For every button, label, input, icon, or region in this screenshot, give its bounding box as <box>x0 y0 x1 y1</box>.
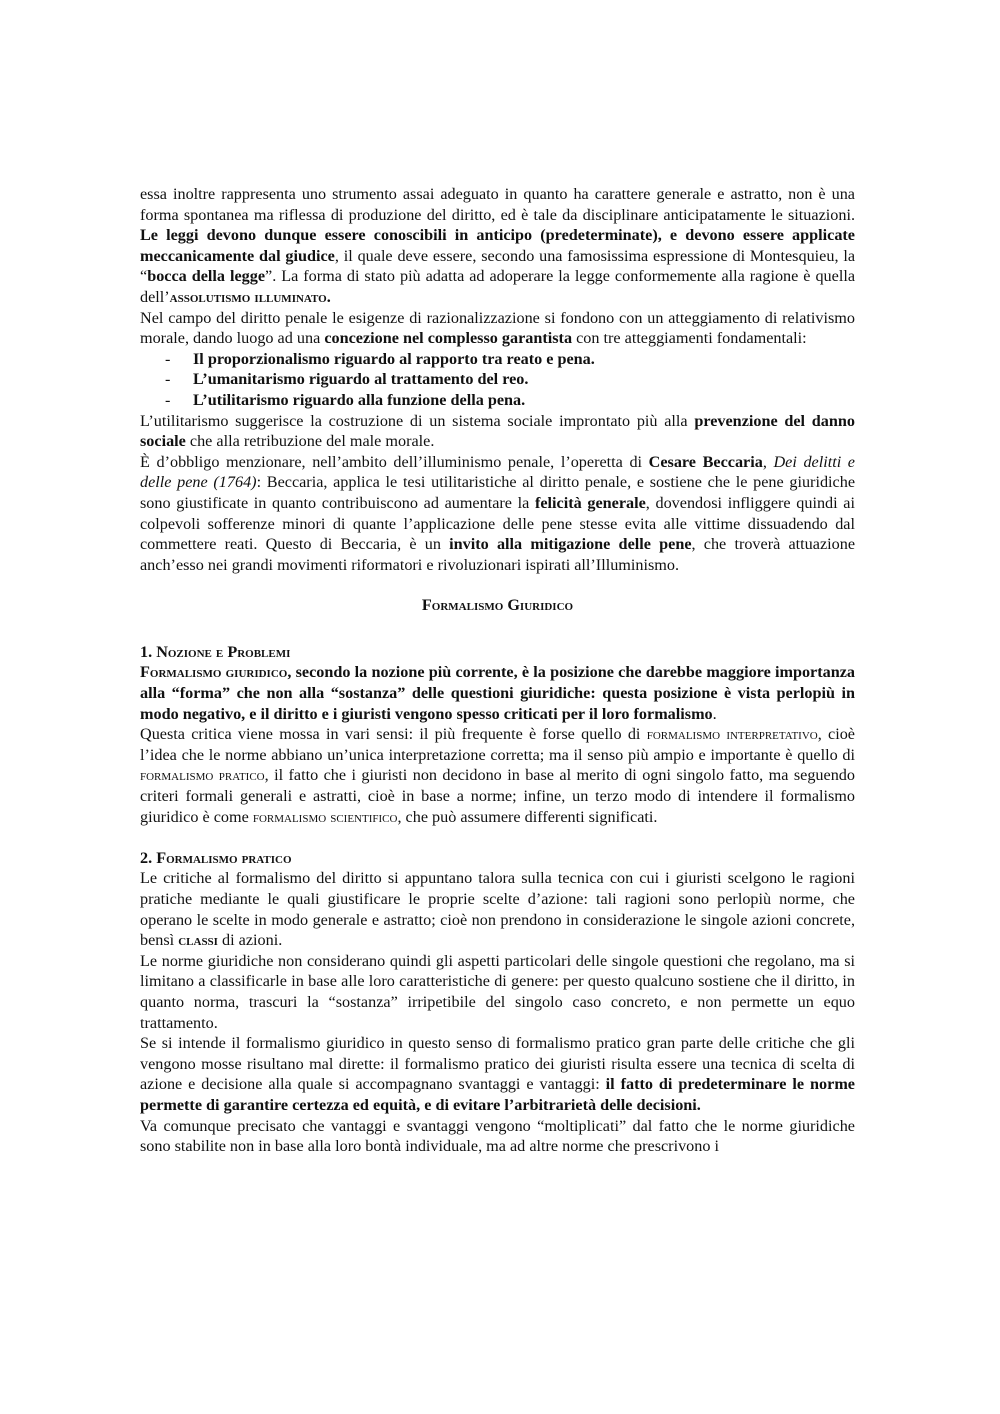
text-run: di azioni. <box>217 931 283 950</box>
heading-formalismo-pratico: 2. Formalismo pratico <box>140 848 292 867</box>
text-run: Cesare Beccaria <box>648 452 763 471</box>
text-run: classi <box>178 931 218 950</box>
text-run: . <box>712 704 717 723</box>
page-body <box>140 184 855 1157</box>
list-item: - L’utilitarismo riguardo alla funzione della pena. <box>140 390 855 411</box>
paragraph-sec1-1 <box>140 662 855 724</box>
text-run: Nel campo del diritto penale le esigenze di razionalizzazione si fondono con un atteggiamento di relativismo morale, dando luogo ad una <box>140 308 855 348</box>
section-title: Formalismo Giuridico <box>421 596 574 615</box>
list-item: - Il proporzionalismo riguardo al rapporto tra reato e pena. <box>140 349 855 370</box>
heading-nozione-problemi: 1. Nozione e Problemi <box>140 642 291 661</box>
text-run: Questa critica viene mossa in vari sensi: il più frequente è forse quello di <box>140 725 647 744</box>
paragraph-intro-2 <box>140 308 855 349</box>
text-run: , dovendosi infliggere quindi ai colpevoli sofferenze minori di quante l’applicazione delle pene stesse evita alle vittime dissuadendo dal commettere reati. Questo di Beccaria, è un <box>140 493 855 554</box>
list-item: - L’umanitarismo riguardo al trattamento del reo. <box>140 369 855 390</box>
text-run: felicità generale <box>534 493 646 512</box>
text-run: È d’obbligo menzionare, nell’ambito dell’illuminismo penale, l’operetta di <box>140 452 649 471</box>
paragraph-sec2-3 <box>140 1033 855 1115</box>
text-run: Le leggi devono dunque essere conoscibili in anticipo (predeterminate), e devono essere applicate meccanicamente dal giudice <box>140 226 855 265</box>
text-run: Se si intende il formalismo giuridico in questo senso di formalismo pratico gran parte delle critiche che gli vengono mosse risultano mal dirette: il formalismo pratico dei giuristi risulta essere una tecnica di scelta di azione e decisione alla quale si accompagnano svantaggi e vantaggi: <box>140 1034 855 1094</box>
paragraph-intro-3 <box>140 411 855 452</box>
text-run: L’utilitarismo suggerisce la costruzione di un sistema sociale improntato più alla <box>140 411 695 430</box>
text-run: prevenzione del danno sociale <box>140 411 855 451</box>
text-run: , <box>762 452 774 471</box>
text-run: invito alla mitigazione delle pene <box>449 535 692 554</box>
paragraph-sec1-2 <box>140 724 855 827</box>
text-run: Le norme giuridiche non considerano quindi gli aspetti particolari delle singole questioni che regolano, ma si limitano a classificarle in base alle loro caratteristiche di genere: per questo qualcuno sostiene che il diritto, in quanto norma, trascuri la “sostanza” irripetibile del singolo caso concreto, e non permette un equo trattamento. <box>140 951 855 1032</box>
text-run: , cioè l’idea che le norme abbiano un’unica interpretazione corretta; ma il senso più ampio e importante è quello di <box>140 725 855 764</box>
paragraph-intro-4 <box>140 452 855 576</box>
text-run: che alla retribuzione del male morale. <box>185 432 435 451</box>
text-run: Dei delitti e delle pene (1764) <box>140 452 855 492</box>
text-run: Formalismo giuridico <box>140 663 288 682</box>
text-run: Le critiche al formalismo del diritto si appuntano talora sulla tecnica con cui i giuristi scelgono le ragioni pratiche mediante le quali giustificare le proprie scelte d’azione: tali ragioni sono perlopiù norme, che operano le scelte in modo generale e astratto; cioè non prendono in considerazione le singole azioni concrete, bensì <box>140 869 855 950</box>
text-run: formalismo scientifico <box>252 807 398 826</box>
text-run: con tre atteggiamenti fondamentali: <box>572 329 807 348</box>
text-run: il fatto di predeterminare le norme permette di garantire certezza ed equità, e di evitare l’arbitrarietà delle decisioni. <box>140 1075 855 1114</box>
text-run: formalismo interpretativo <box>646 725 818 744</box>
text-run: , che troverà attuazione anch’esso nei grandi movimenti riformatori e rivoluzionari ispirati all’Illuminismo. <box>140 535 856 574</box>
text-run: , secondo la nozione più corrente, è la posizione che darebbe maggiore importanza alla “forma” che non alla “sostanza” delle questioni giuridiche: questa posizione è vista perlopiù in modo negativo, e il diritto e i giuristi vengono spesso criticati per il loro formalismo <box>140 663 855 723</box>
text-run: formalismo pratico <box>140 766 265 785</box>
text-run: , che può assumere differenti significati. <box>397 807 658 826</box>
text-run: , il fatto che i giuristi non decidono in base al merito di ogni singolo fatto, ma seguendo criteri formali generali e astratti, cioè in base a norme; infine, un terzo modo di intendere il formalismo giuridico è come <box>140 766 855 826</box>
paragraph-intro-1 <box>140 184 855 308</box>
text-run: : Beccaria, applica le tesi utilitaristiche al diritto penale, e sostiene che le pene giuridiche sono giustificate in quanto contribuiscono ad aumentare la <box>140 473 856 512</box>
spacer <box>140 827 855 848</box>
text-run: essa inoltre rappresenta uno strumento assai adeguato in quanto ha carattere generale e astratto, non è una forma spontanea ma riflessa di produzione del diritto, ed è tale da disciplinare anticipatamente le situazioni. <box>140 185 855 224</box>
text-run: concezione nel complesso garantista <box>324 329 573 348</box>
text-run: assolutismo illuminato. <box>169 287 331 306</box>
text-run: Va comunque precisato che vantaggi e svantaggi vengono “moltiplicati” dal fatto che le norme giuridiche sono stabilite non in base alla loro bontà individuale, ma ad altre norme che prescrivono i <box>140 1116 855 1156</box>
attitudes-list <box>140 349 855 411</box>
text-run: , il quale deve essere, secondo una famosissima espressione di Montesquieu, la “ <box>140 246 856 286</box>
paragraph-sec2-2 <box>140 951 855 1033</box>
text-run: ”. La forma di stato più adatta ad adoperare la legge conformemente alla ragione è quella dell’ <box>140 267 855 306</box>
text-run: bocca della legge <box>147 267 266 286</box>
paragraph-sec2-4 <box>140 1116 855 1157</box>
paragraph-sec2-1 <box>140 868 855 950</box>
